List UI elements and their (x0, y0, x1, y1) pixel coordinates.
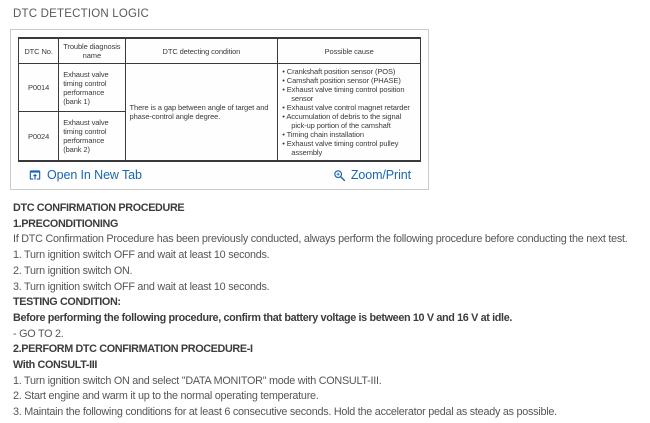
possible-cause-item: • Crankshaft position sensor (POS) (282, 67, 416, 76)
magnifier-icon (333, 169, 346, 182)
preconditioning-intro: If DTC Confirmation Procedure has been previously conducted, always perform the following procedure before conducting the next test. (13, 233, 628, 246)
open-in-new-tab-label: Open In New Tab (47, 168, 142, 182)
procedure-section (13, 201, 645, 421)
confirmation-step-3: 3. Maintain the following conditions for at least 6 consecutive seconds. Hold the accelerator pedal as steady as possible. (13, 406, 557, 419)
diagnosis-cell: Exhaust valve timing control performance (bank 2) (59, 112, 125, 161)
dtc-table (18, 37, 421, 162)
step1-heading: 1.PRECONDITIONING (13, 217, 119, 230)
possible-cause-item: • Camshaft position sensor (PHASE) (282, 76, 416, 85)
procedure-title: DTC CONFIRMATION PROCEDURE (13, 202, 185, 214)
table-row (19, 64, 421, 112)
precondition-step-3: 3. Turn ignition switch OFF and wait at least 10 seconds. (13, 280, 270, 293)
testing-condition-text: Before performing the following procedure, confirm that battery voltage is between 10 V and 16 V at idle. (13, 311, 512, 324)
col-header-possible-cause: Possible cause (278, 38, 421, 64)
possible-cause-list (282, 67, 416, 157)
with-consult-heading: With CONSULT-III (13, 359, 98, 372)
page-title: DTC DETECTION LOGIC (13, 8, 150, 20)
open-in-new-tab-link[interactable] (28, 168, 142, 182)
possible-cause-cell (278, 64, 421, 162)
col-header-detecting-condition: DTC detecting condition (125, 38, 278, 64)
possible-cause-item: • Exhaust valve timing control pulley assembly (282, 139, 416, 157)
col-header-trouble-diagnosis-name: Trouble diagnosis name (59, 38, 125, 64)
open-in-new-tab-icon (28, 168, 42, 182)
possible-cause-item: • Exhaust valve timing control position sensor (282, 85, 416, 103)
precondition-step-2: 2. Turn ignition switch ON. (13, 264, 133, 277)
col-header-dtc-no: DTC No. (19, 38, 59, 64)
confirmation-step-1: 1. Turn ignition switch ON and select "DATA MONITOR" mode with CONSULT-III. (13, 374, 382, 387)
dtc-no-cell: P0024 (19, 112, 59, 161)
dtc-table-panel (10, 29, 429, 190)
step2-heading: 2.PERFORM DTC CONFIRMATION PROCEDURE-I (13, 343, 253, 356)
zoom-print-link[interactable] (333, 168, 411, 182)
diagnosis-cell: Exhaust valve timing control performance (bank 1) (59, 64, 125, 112)
possible-cause-item: • Timing chain installation (282, 130, 416, 139)
possible-cause-item: • Accumulation of debris to the signal pick-up portion of the camshaft (282, 112, 416, 130)
zoom-print-label: Zoom/Print (350, 168, 411, 182)
table-header-row (19, 38, 421, 64)
go-to-2-text: - GO TO 2. (13, 327, 64, 340)
confirmation-step-2: 2. Start engine and warm it up to the normal operating temperature. (13, 390, 319, 403)
possible-cause-item: • Exhaust valve control magnet retarder (282, 103, 416, 112)
precondition-step-1: 1. Turn ignition switch OFF and wait at least 10 seconds. (13, 249, 270, 262)
panel-footer (18, 162, 421, 189)
detecting-condition-cell: There is a gap between angle of target and phase-control angle degree. (125, 64, 278, 162)
dtc-no-cell: P0014 (19, 64, 59, 112)
testing-condition-heading: TESTING CONDITION: (13, 296, 121, 309)
